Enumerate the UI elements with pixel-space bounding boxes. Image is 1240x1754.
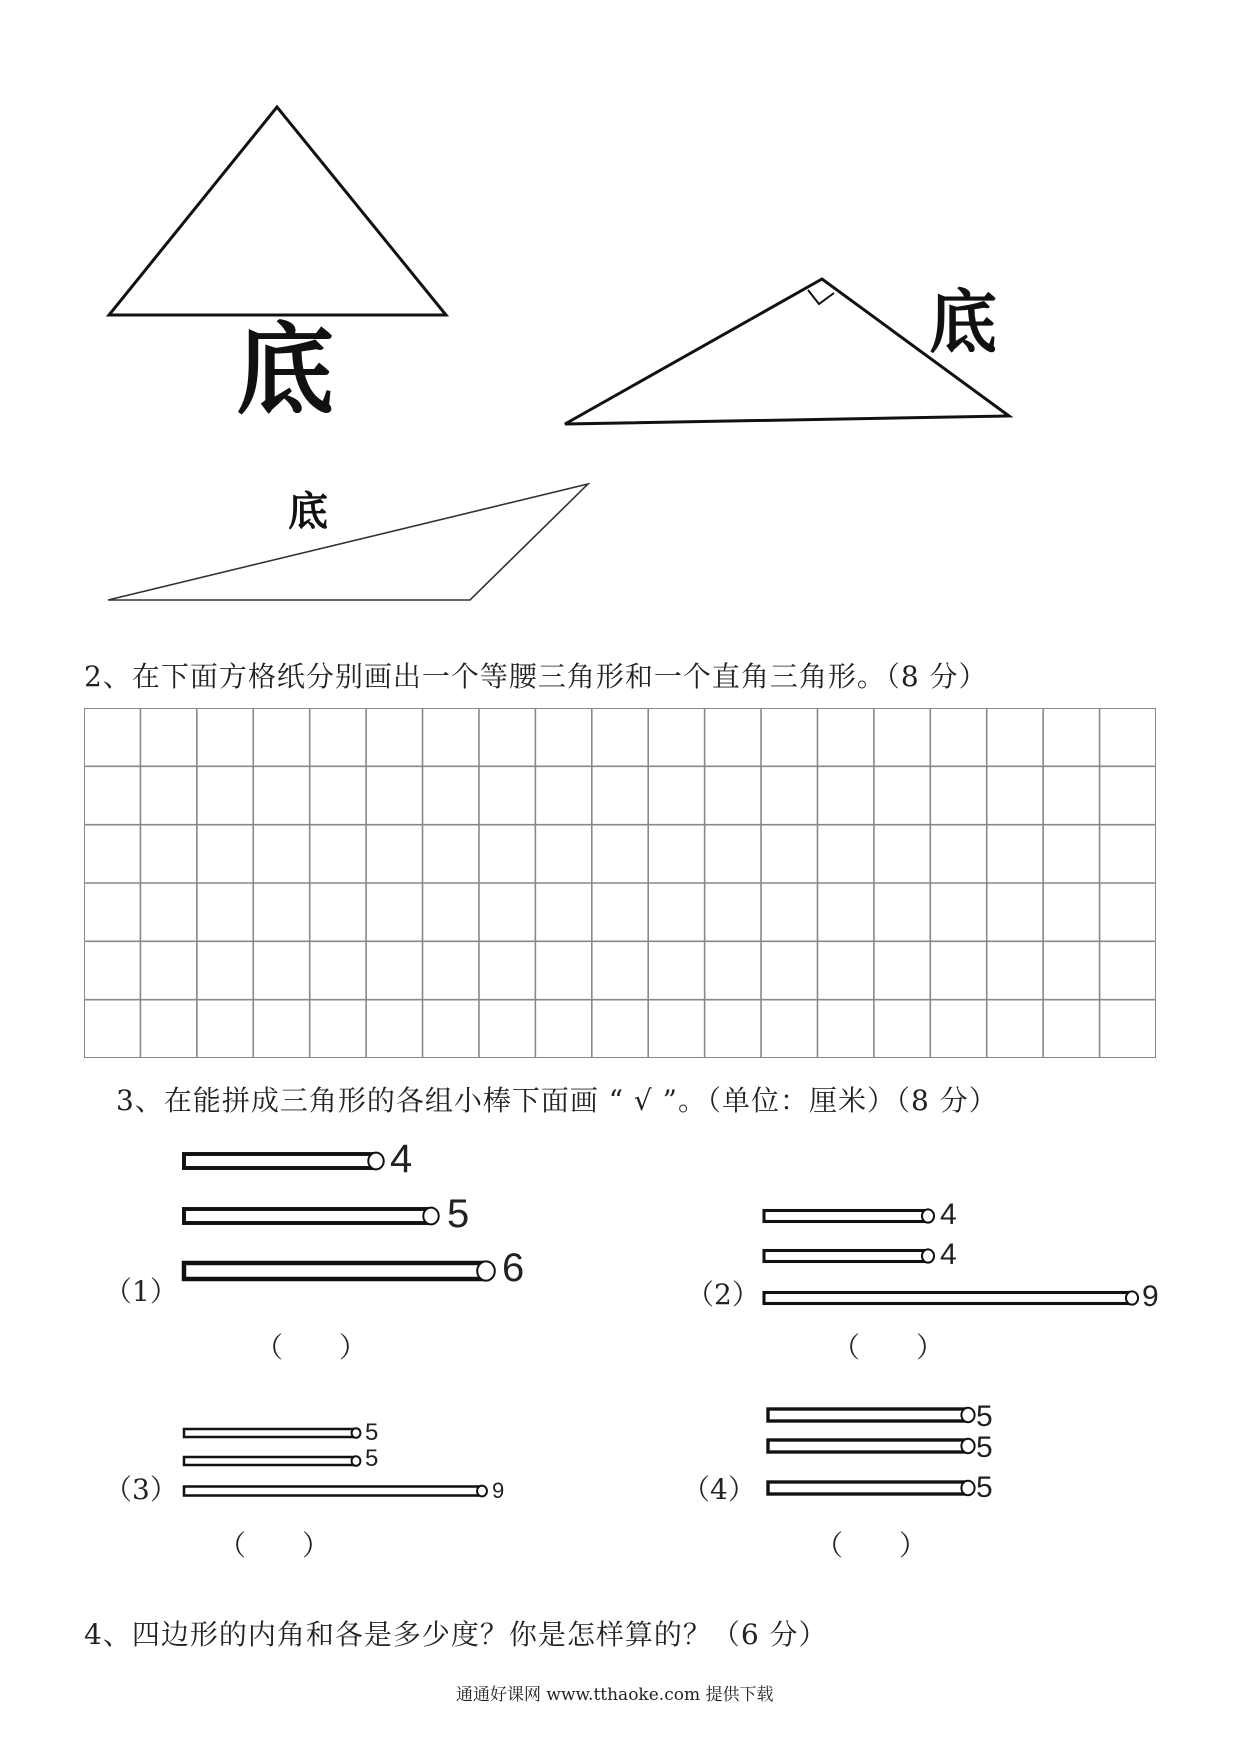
answer-blank-1[interactable]: （ ） — [255, 1331, 368, 1364]
question-3-title: 3、在能拼成三角形的各组小棒下面画 “ √ ”。（单位：厘米）（8 分） — [116, 1084, 998, 1117]
stick-length-3a: 5 — [365, 1419, 379, 1446]
stick-length-2b: 4 — [940, 1238, 957, 1271]
answer-blank-4[interactable]: （ ） — [815, 1529, 928, 1562]
stick-3a — [184, 1428, 360, 1438]
group-label-4: （4） — [682, 1473, 756, 1506]
stick-length-4b: 5 — [976, 1431, 993, 1464]
stick-2a — [764, 1209, 934, 1222]
stick-length-1a: 4 — [390, 1137, 413, 1181]
answer-blank-3[interactable]: （ ） — [218, 1529, 331, 1562]
answer-blank-2[interactable]: （ ） — [832, 1331, 945, 1364]
stick-length-3c: 9 — [492, 1478, 505, 1503]
stick-2b — [764, 1249, 934, 1262]
stick-length-4c: 5 — [976, 1471, 993, 1504]
stick-length-2a: 4 — [940, 1198, 957, 1231]
stick-1a — [184, 1153, 384, 1170]
stick-length-3b: 5 — [365, 1445, 379, 1472]
stick-length-1c: 6 — [502, 1246, 525, 1290]
footer-text: 通通好课网 www.tthaoke.com 提供下载 — [456, 1685, 774, 1705]
question-4-title: 4、四边形的内角和各是多少度？你是怎样算的？（6 分） — [84, 1618, 828, 1651]
group-label-1: （1） — [104, 1275, 178, 1308]
stick-4c — [768, 1481, 975, 1495]
stick-1b — [184, 1208, 439, 1225]
group-label-3: （3） — [104, 1473, 178, 1506]
stick-2c — [764, 1291, 1138, 1304]
stick-1c — [184, 1261, 495, 1280]
stick-length-4a: 5 — [976, 1400, 993, 1433]
stick-4a — [768, 1408, 975, 1422]
base-label-large: 底 — [236, 314, 335, 428]
stick-length-1b: 5 — [447, 1192, 470, 1236]
stick-3b — [184, 1456, 360, 1466]
base-label-small: 底 — [288, 489, 328, 535]
question-2-title: 2、在下面方格纸分别画出一个等腰三角形和一个直角三角形。（8 分） — [84, 660, 988, 693]
base-label-right-triangle: 底 — [929, 284, 998, 363]
stick-4b — [768, 1439, 975, 1453]
group-label-2: （2） — [686, 1278, 760, 1311]
stick-length-2c: 9 — [1142, 1280, 1159, 1313]
stick-3c — [184, 1486, 487, 1497]
